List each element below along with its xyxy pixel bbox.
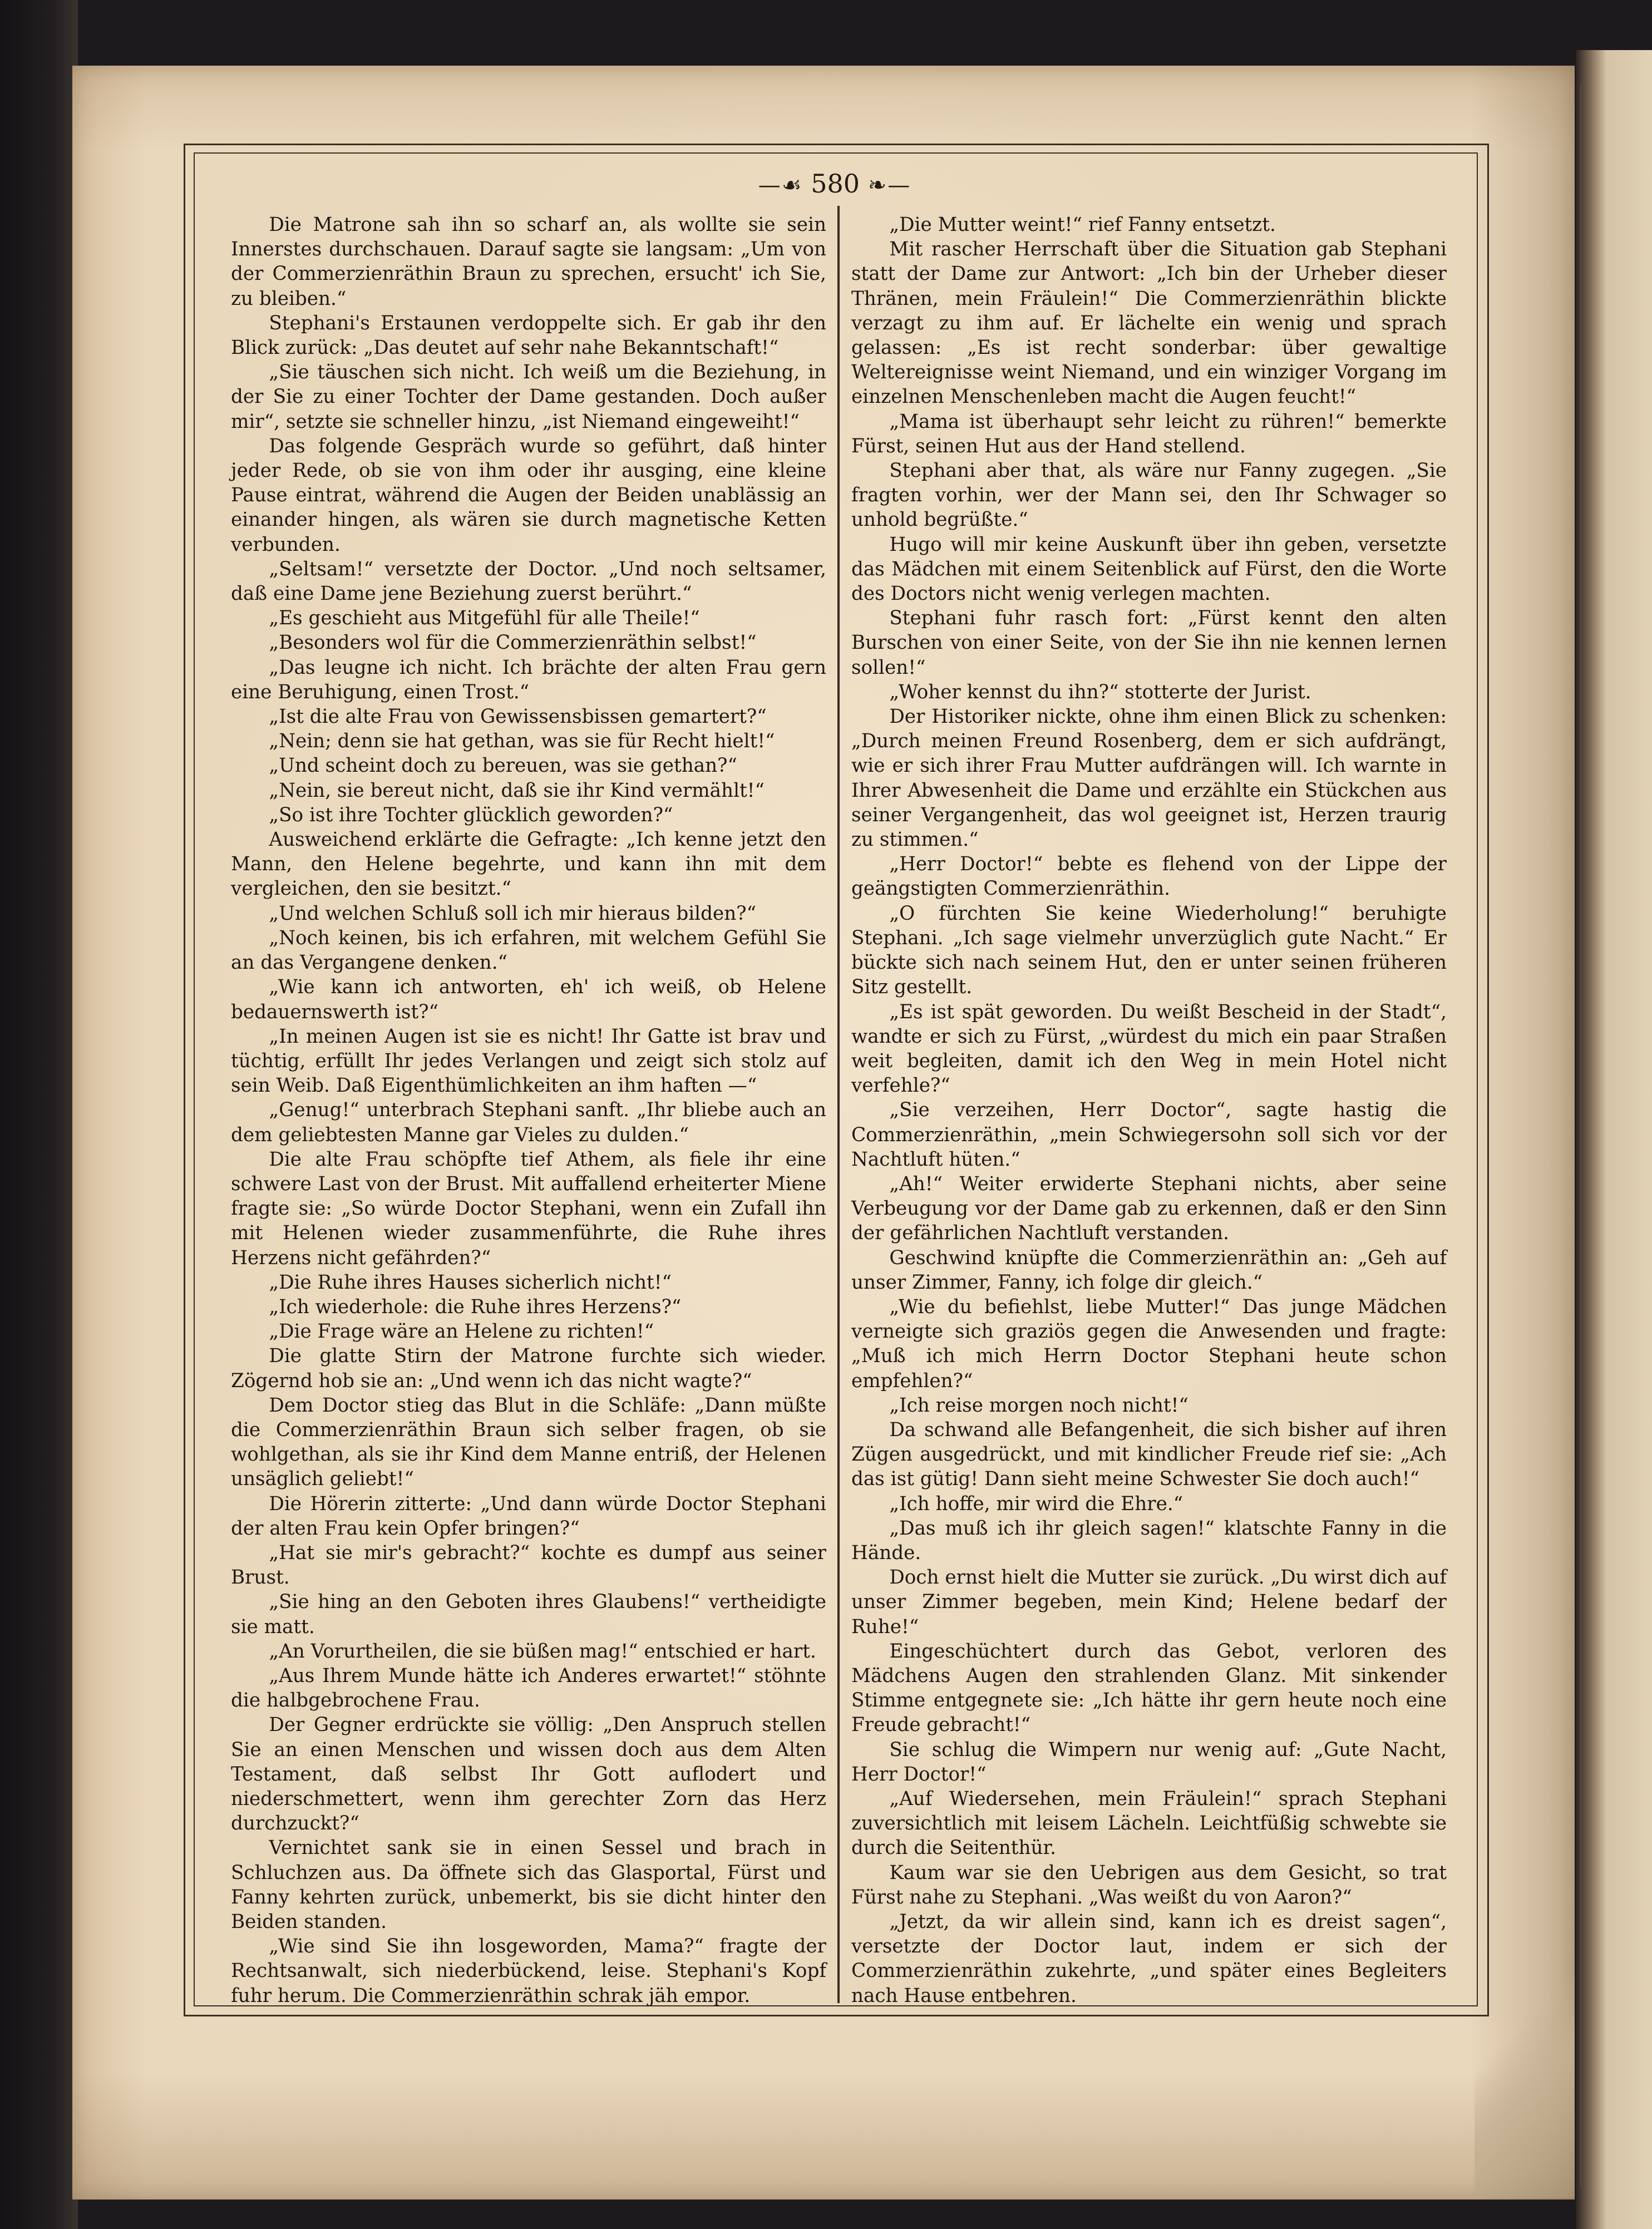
paragraph: Da schwand alle Befangenheit, die sich bisher auf ihren Zügen ausgedrückt, und mit kindlicher Freude rief sie: „Ach das ist gütig! Dann sieht meine Schwester Sie doch auch!“ bbox=[851, 1418, 1447, 1491]
paragraph: Kaum war sie den Uebrigen aus dem Gesicht, so trat Fürst nahe zu Stephani. „Was weißt du von Aaron?“ bbox=[851, 1861, 1447, 1909]
paragraph: „Ich wiederhole: die Ruhe ihres Herzens?“ bbox=[269, 1295, 682, 1318]
paragraph: „So ist ihre Tochter glücklich geworden?“ bbox=[269, 803, 673, 826]
paragraph: „Herr Doctor!“ bebte es flehend von der Lippe der geängstigten Commerzienräthin. bbox=[851, 853, 1447, 900]
paragraph: Eingeschüchtert durch das Gebot, verloren des Mädchens Augen den strahlenden Glanz. Mit sinkender Stimme entgegnete sie: „Ich hätte ihr gern heute noch eine Freude gebracht!“ bbox=[851, 1640, 1447, 1737]
paragraph: Vernichtet sank sie in einen Sessel und brach in Schluchzen aus. Da öffnete sich das Glasportal, Fürst und Fanny kehrten zurück, unbemerkt, bis sie dicht hinter den Beiden standen. bbox=[231, 1837, 826, 1934]
paragraph: „Die Ruhe ihres Hauses sicherlich nicht!“ bbox=[269, 1271, 672, 1294]
paragraph: „Es geschieht aus Mitgefühl für alle Theile!“ bbox=[269, 607, 700, 630]
page-edge-line bbox=[1580, 83, 1581, 2187]
paragraph: „Ich hoffe, mir wird die Ehre.“ bbox=[889, 1492, 1183, 1515]
paragraph: Sie schlug die Wimpern nur wenig auf: „Gute Nacht, Herr Doctor!“ bbox=[851, 1738, 1447, 1786]
paragraph: Das folgende Gespräch wurde so geführt, daß hinter jeder Rede, ob sie von ihm oder ihr ausging, eine kleine Pause eintrat, während die Augen der Beiden unablässig an einander hingen, als wären sie durch magnetische Ketten verbunden. bbox=[231, 435, 826, 556]
paragraph: „Wie kann ich antworten, eh' ich weiß, ob Helene bedauernswerth ist?“ bbox=[231, 976, 826, 1023]
column-divider bbox=[837, 206, 840, 2003]
left-text-column bbox=[231, 213, 826, 2007]
paragraph: „Die Mutter weint!“ rief Fanny entsetzt. bbox=[889, 214, 1276, 236]
paragraph: „Genug!“ unterbrach Stephani sanft. „Ihr bliebe auch an dem geliebtesten Manne gar Vieles zu dulden.“ bbox=[231, 1099, 826, 1146]
paragraph: „Und scheint doch zu bereuen, was sie gethan?“ bbox=[269, 754, 737, 777]
adjacent-page-edge bbox=[1576, 50, 1652, 2229]
paragraph: „Ist die alte Frau von Gewissensbissen gemartert?“ bbox=[269, 706, 767, 728]
paragraph: Geschwind knüpfte die Commerzienräthin an: „Geh auf unser Zimmer, Fanny, ich folge dir gleich.“ bbox=[851, 1246, 1447, 1294]
paragraph: „An Vorurtheilen, die sie büßen mag!“ entschied er hart. bbox=[269, 1640, 816, 1663]
paragraph: Der Gegner erdrückte sie völlig: „Den Anspruch stellen Sie an einen Menschen und wissen doch aus dem Alten Testament, daß selbst Ihr Gott auflodert und niederschmettert, wenn ihm gerechter Zorn das Herz durchzuckt?“ bbox=[231, 1714, 826, 1835]
paragraph: „Sie täuschen sich nicht. Ich weiß um die Beziehung, in der Sie zu einer Tochter der Dame gestanden. Doch außer mir“, setzte sie schneller hinzu, „ist Niemand eingeweiht!“ bbox=[231, 361, 826, 433]
paragraph: „Aus Ihrem Munde hätte ich Anderes erwartet!“ stöhnte die halbgebrochene Frau. bbox=[231, 1664, 826, 1712]
scan-background bbox=[0, 0, 78, 2229]
paragraph: Der Historiker nickte, ohne ihm einen Blick zu schenken: „Durch meinen Freund Rosenberg, dem er sich aufdrängt, wie er sich ihrer Frau Mutter aufdrängen will. Ich warnte in Ihrer Abwesenheit die Dame und erzählte ein Stückchen aus seiner Vergangenheit, das wol geeignet ist, Herzen traurig zu stimmen.“ bbox=[851, 706, 1447, 851]
paragraph: „Nein, sie bereut nicht, daß sie ihr Kind vermählt!“ bbox=[269, 779, 765, 802]
paragraph: „Besonders wol für die Commerzienräthin selbst!“ bbox=[269, 632, 757, 654]
paragraph: „Ah!“ Weiter erwiderte Stephani nichts, aber seine Verbeugung vor der Dame gab zu erkennen, daß er den Sinn der gefährlichen Nachtluft verstanden. bbox=[851, 1172, 1447, 1245]
paragraph: „In meinen Augen ist sie es nicht! Ihr Gatte ist brav und tüchtig, erfüllt Ihr jedes Verlangen und zeigt sich stolz auf sein Weib. Daß Eigenthümlichkeiten an ihm haften —“ bbox=[231, 1025, 826, 1097]
paragraph: „Das leugne ich nicht. Ich brächte der alten Frau gern eine Beruhigung, einen Trost.“ bbox=[231, 656, 826, 703]
paragraph: „Das muß ich ihr gleich sagen!“ klatschte Fanny in die Hände. bbox=[851, 1517, 1447, 1564]
paragraph: Die Hörerin zitterte: „Und dann würde Doctor Stephani der alten Frau kein Opfer bringen?“ bbox=[231, 1492, 826, 1540]
paragraph: „Mama ist überhaupt sehr leicht zu rühren!“ bemerkte Fürst, seinen Hut aus der Hand stellend. bbox=[851, 410, 1447, 457]
paragraph: „Und welchen Schluß soll ich mir hieraus bilden?“ bbox=[269, 902, 757, 925]
paragraph: Stephani fuhr rasch fort: „Fürst kennt den alten Burschen von einer Seite, von der Sie ihn nie kennen lernen sollen!“ bbox=[851, 607, 1447, 679]
paragraph: „O fürchten Sie keine Wiederholung!“ beruhigte Stephani. „Ich sage vielmehr unverzüglich gute Nacht.“ Er bückte sich nach seinem Hut, den er unter seinen früheren Sitz gestellt. bbox=[851, 902, 1447, 999]
paragraph: „Hat sie mir's gebracht?“ kochte es dumpf aus seiner Brust. bbox=[231, 1541, 826, 1589]
paragraph: „Sie hing an den Geboten ihres Glaubens!“ vertheidigte sie matt. bbox=[231, 1591, 826, 1638]
paragraph: „Noch keinen, bis ich erfahren, mit welchem Gefühl Sie an das Vergangene denken.“ bbox=[231, 926, 826, 974]
paragraph: Stephani's Erstaunen verdoppelte sich. Er gab ihr den Blick zurück: „Das deutet auf sehr nahe Bekanntschaft!“ bbox=[231, 312, 826, 359]
right-text-column bbox=[851, 213, 1447, 2007]
paragraph: „Die Frage wäre an Helene zu richten!“ bbox=[269, 1320, 654, 1343]
paragraph: „Wie du befiehlst, liebe Mutter!“ Das junge Mädchen verneigte sich graziös gegen die Anwesenden und fragte: „Muß ich mich Herrn Doctor Stephani heute schon empfehlen?“ bbox=[851, 1295, 1447, 1392]
paragraph: „Auf Wiedersehen, mein Fräulein!“ sprach Stephani zuversichtlich mit leisem Lächeln. Leichtfüßig schwebte sie durch die Seitenthür. bbox=[851, 1788, 1447, 1860]
paragraph: „Ich reise morgen noch nicht!“ bbox=[889, 1394, 1189, 1417]
page-header bbox=[723, 161, 946, 206]
paragraph: „Wie sind Sie ihn losgeworden, Mama?“ fragte der Rechtsanwalt, sich niederbückend, leise. Stephani's Kopf fuhr herum. Die Commerzienräthin schrak jäh empor. bbox=[231, 1935, 826, 2007]
paragraph: Mit rascher Herrschaft über die Situation gab Stephani statt der Dame zur Antwort: „Ich bin der Urheber dieser Thränen, mein Fräulein!“ Die Commerzienräthin blickte verzagt zu ihm auf. Er lächelte ein wenig und sprach gelassen: „Es ist recht sonderbar: über gewaltige Weltereignisse weint Niemand, und ein winziger Vorgang im einzelnen Menschenleben macht die Augen feucht!“ bbox=[851, 238, 1447, 408]
header-ornament-right: ❧— bbox=[867, 172, 911, 198]
paragraph: Doch ernst hielt die Mutter sie zurück. „Du wirst dich auf unser Zimmer begeben, mein Kind; Helene bedarf der Ruhe!“ bbox=[851, 1566, 1447, 1638]
paragraph: Die glatte Stirn der Matrone furchte sich wieder. Zögernd hob sie an: „Und wenn ich das nicht wagte?“ bbox=[231, 1345, 826, 1392]
paragraph: Die Matrone sah ihn so scharf an, als wollte sie sein Innerstes durchschauen. Darauf sagte sie langsam: „Um von der Commerzienräthin Braun zu sprechen, ersucht' ich Sie, zu bleiben.“ bbox=[231, 214, 826, 310]
paragraph: „Es ist spät geworden. Du weißt Bescheid in der Stadt“, wandte er sich zu Fürst, „würdest du mich ein paar Straßen weit begleiten, damit ich den Weg in mein Hotel nicht verfehle?“ bbox=[851, 1000, 1447, 1097]
paragraph: Hugo will mir keine Auskunft über ihn geben, versetzte das Mädchen mit einem Seitenblick auf Fürst, den die Worte des Doctors nicht wenig verlegen machten. bbox=[851, 533, 1447, 605]
paragraph: „Woher kennst du ihn?“ stotterte der Jurist. bbox=[889, 680, 1311, 703]
paragraph: „Jetzt, da wir allein sind, kann ich es dreist sagen“, versetzte der Doctor laut, indem er sich der Commerzienräthin zukehrte, „und später eines Begleiters nach Hause entbehren. bbox=[851, 1911, 1447, 2007]
page-number: 580 bbox=[811, 169, 860, 199]
paragraph: „Nein; denn sie hat gethan, was sie für Recht hielt!“ bbox=[269, 730, 775, 753]
paragraph: Die alte Frau schöpfte tief Athem, als fiele ihr eine schwere Last von der Brust. Mit auffallend erheiterter Miene fragte sie: „So würde Doctor Stephani, wenn ein Zufall ihn mit Helenen wieder zusammenführte, die Ruhe ihres Herzens nicht gefährden?“ bbox=[231, 1148, 826, 1269]
paragraph: Ausweichend erklärte die Gefragte: „Ich kenne jetzt den Mann, den Helene begehrte, und kann ihn mit dem vergleichen, den sie besitzt.“ bbox=[231, 829, 826, 900]
paragraph: „Sie verzeihen, Herr Doctor“, sagte hastig die Commerzienräthin, „mein Schwiegersohn soll sich vor der Nachtluft hüten.“ bbox=[851, 1099, 1447, 1171]
paragraph: „Seltsam!“ versetzte der Doctor. „Und noch seltsamer, daß eine Dame jene Beziehung zuerst berührt.“ bbox=[231, 558, 826, 605]
header-ornament-left: —☙ bbox=[758, 172, 803, 198]
page-corner-fold bbox=[1475, 1920, 1575, 2198]
paragraph: Stephani aber that, als wäre nur Fanny zugegen. „Sie fragten vorhin, wer der Mann sei, den Ihr Schwager so unhold begrüßte.“ bbox=[851, 460, 1447, 531]
paragraph: Dem Doctor stieg das Blut in die Schläfe: „Dann müßte die Commerzienräthin Braun sich selber fragen, ob sie wohlgethan, als sie ihr Kind dem Manne entriß, der Helenen unsäglich geliebt!“ bbox=[231, 1394, 826, 1491]
